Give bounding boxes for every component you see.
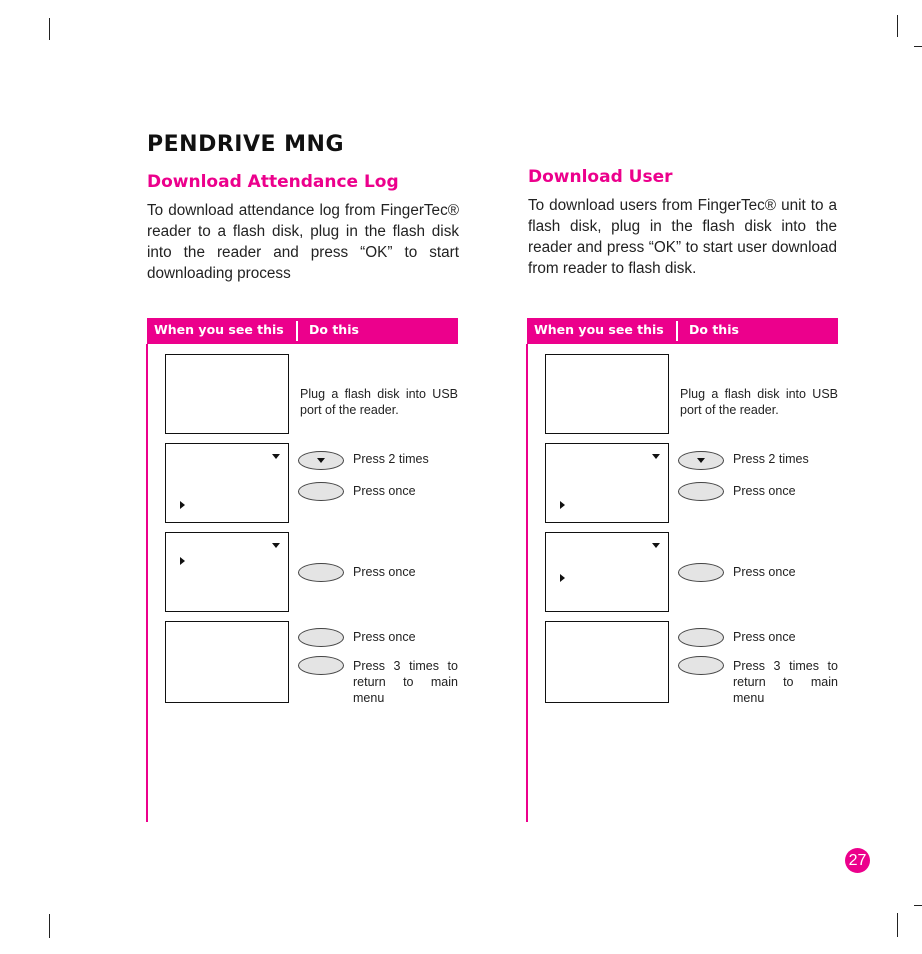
- crop-mark: [914, 46, 922, 47]
- ok-key-icon: [678, 563, 724, 582]
- crop-mark: [897, 15, 898, 37]
- ok-key-icon: [678, 628, 724, 647]
- left-table-rule: [146, 344, 148, 822]
- step-instruction: Press 3 times to return to main menu: [733, 659, 838, 705]
- left-table-header: [147, 318, 458, 344]
- escape-key-icon: [298, 656, 344, 675]
- step-instruction: Press 2 times: [733, 452, 809, 466]
- chevron-down-icon: [317, 458, 325, 463]
- lcd-screen: [165, 621, 289, 703]
- right-intro-text: To download users from FingerTec® unit to a flash disk, plug in the flash disk into the reader and press “OK” to start user download from reader to flash disk.: [528, 197, 837, 277]
- menu-pointer-icon: [560, 574, 565, 582]
- lcd-screen: [545, 354, 669, 434]
- lcd-screen: [165, 443, 289, 523]
- page-number: 27: [845, 848, 870, 873]
- header-col-when: When you see this: [534, 322, 664, 337]
- ok-key-icon: [298, 482, 344, 501]
- right-table-header: [527, 318, 838, 344]
- ok-key-icon: [678, 482, 724, 501]
- lcd-screen: [545, 621, 669, 703]
- step-instruction: Press 2 times: [353, 452, 429, 466]
- page-title: PENDRIVE MNG: [147, 132, 345, 157]
- scroll-down-icon: [272, 543, 280, 548]
- menu-pointer-icon: [560, 501, 565, 509]
- header-col-when: When you see this: [154, 322, 284, 337]
- crop-mark: [49, 18, 50, 40]
- header-col-do: Do this: [309, 322, 359, 337]
- step-instruction: Press once: [353, 565, 416, 579]
- ok-key-icon: [298, 563, 344, 582]
- step-instruction: Press once: [733, 484, 796, 498]
- lcd-screen: [165, 532, 289, 612]
- crop-mark: [914, 905, 922, 906]
- step-instruction: Press once: [733, 565, 796, 579]
- right-section-heading: Download User: [528, 167, 673, 187]
- step-instruction: Press 3 times to return to main menu: [353, 659, 458, 705]
- left-intro-text: To download attendance log from FingerTec® reader to a flash disk, plug in the flash disk into the reader and press “OK” to start downloading process: [147, 202, 459, 282]
- step-instruction: Press once: [733, 630, 796, 644]
- header-col-do: Do this: [689, 322, 739, 337]
- lcd-screen: [165, 354, 289, 434]
- header-separator: [296, 321, 298, 341]
- down-arrow-key-icon: [678, 451, 724, 470]
- lcd-screen: [545, 443, 669, 523]
- step-instruction: Press once: [353, 484, 416, 498]
- scroll-down-icon: [272, 454, 280, 459]
- down-arrow-key-icon: [298, 451, 344, 470]
- menu-pointer-icon: [180, 557, 185, 565]
- chevron-down-icon: [697, 458, 705, 463]
- scroll-down-icon: [652, 454, 660, 459]
- crop-mark: [897, 913, 898, 937]
- lcd-screen: [545, 532, 669, 612]
- escape-key-icon: [678, 656, 724, 675]
- scroll-down-icon: [652, 543, 660, 548]
- step-instruction: Plug a flash disk into USB port of the reader.: [680, 387, 838, 417]
- left-section-heading: Download Attendance Log: [147, 172, 399, 192]
- step-instruction: Plug a flash disk into USB port of the reader.: [300, 387, 458, 417]
- ok-key-icon: [298, 628, 344, 647]
- header-separator: [676, 321, 678, 341]
- menu-pointer-icon: [180, 501, 185, 509]
- crop-mark: [49, 914, 50, 938]
- step-instruction: Press once: [353, 630, 416, 644]
- right-table-rule: [526, 344, 528, 822]
